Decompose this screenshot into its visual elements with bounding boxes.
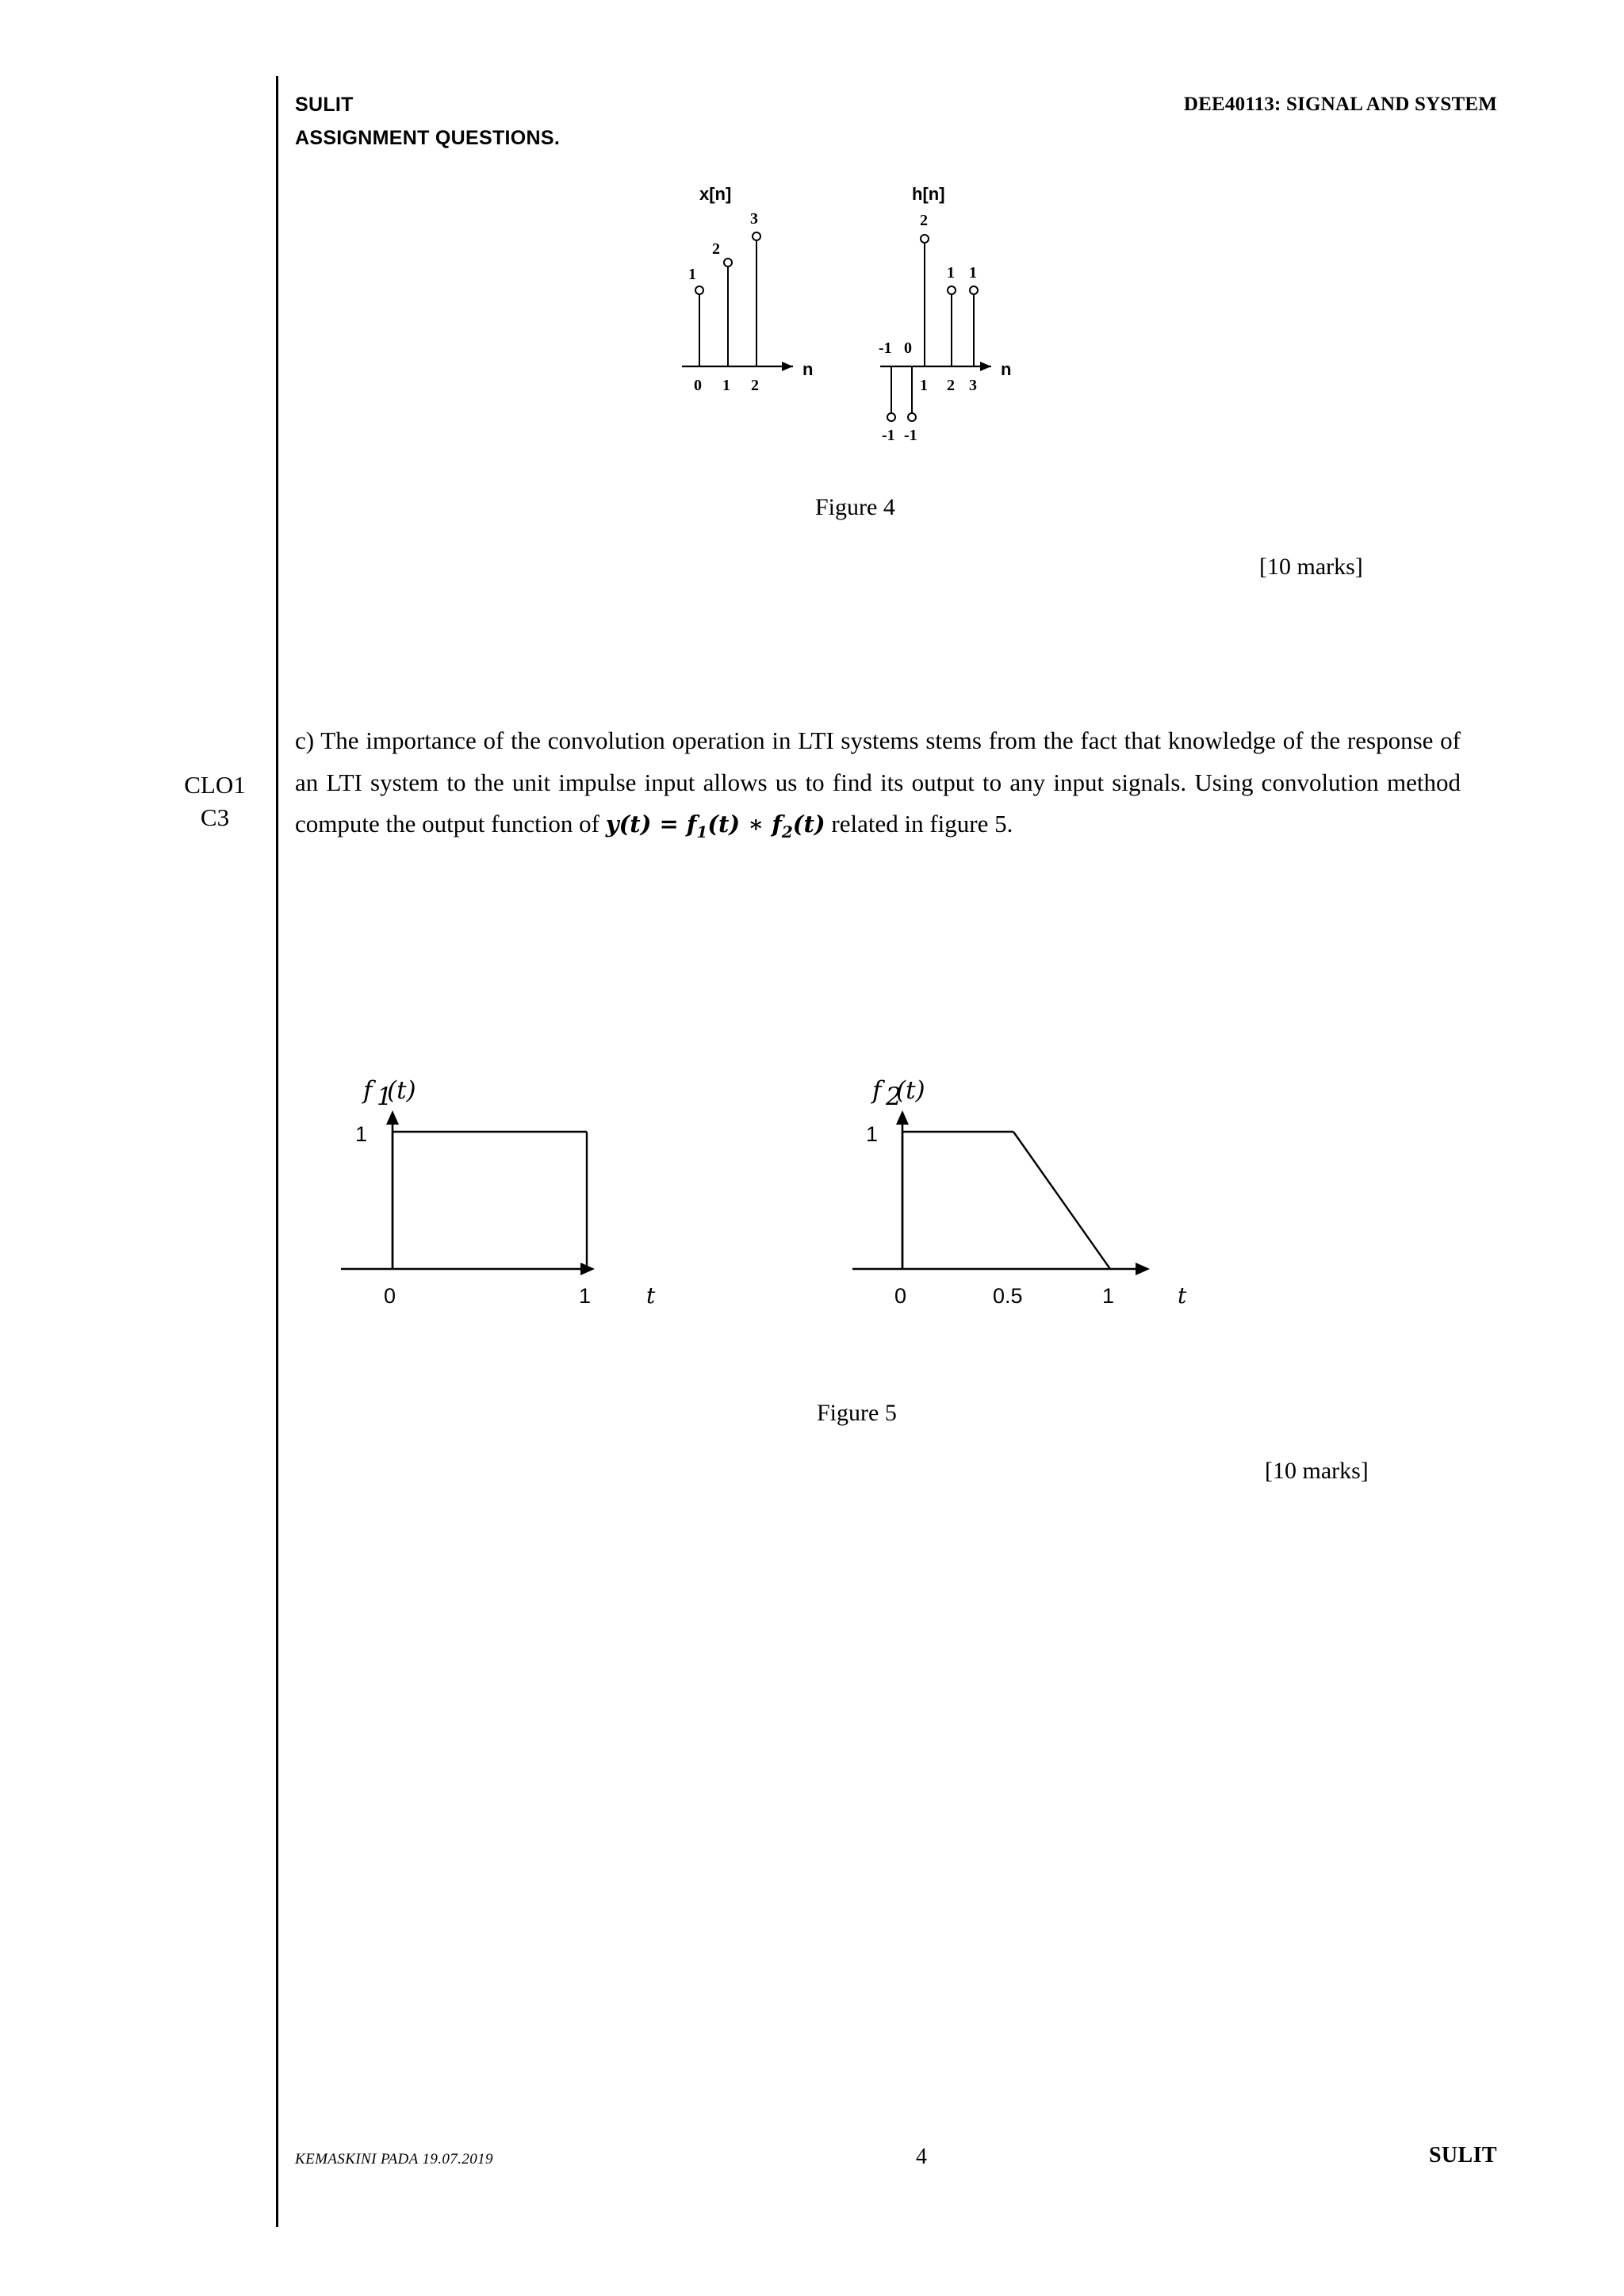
svg-text:n: n [802, 359, 814, 379]
svg-text:1: 1 [688, 266, 696, 283]
svg-text:1: 1 [377, 1083, 393, 1111]
clo-line-1: CLO1 [184, 771, 246, 799]
clo-line-2: C3 [200, 803, 230, 831]
figure-4-caption: Figure 4 [815, 494, 895, 520]
footer-page-number: 4 [916, 2145, 927, 2169]
figure-4-graphic [650, 182, 1126, 468]
question-c-paragraph [295, 720, 1461, 845]
svg-text:1: 1 [1102, 1284, 1115, 1308]
svg-text:1: 1 [920, 377, 928, 394]
svg-text:2: 2 [920, 212, 928, 229]
svg-text:f: f [872, 1076, 882, 1105]
svg-text:-1: -1 [879, 339, 892, 357]
svg-text:3: 3 [969, 377, 977, 394]
svg-text:-1: -1 [904, 427, 917, 444]
svg-text:0: 0 [384, 1284, 396, 1308]
svg-text:t: t [1178, 1282, 1187, 1309]
svg-text:-1: -1 [882, 427, 895, 444]
svg-text:2: 2 [712, 240, 720, 258]
svg-text:1: 1 [969, 264, 977, 282]
header-assignment-label: ASSIGNMENT QUESTIONS. [295, 127, 561, 149]
svg-text:1: 1 [722, 377, 730, 394]
svg-text:1: 1 [355, 1122, 368, 1146]
svg-text:1: 1 [947, 264, 955, 282]
svg-text:(t): (t) [896, 1076, 925, 1105]
svg-text:2: 2 [947, 377, 955, 394]
question-c-equation: $y(t) = f_1(t)$ ∗ $f_2(t)$ [605, 811, 825, 842]
question-c-text-after: related in figure 5. [825, 810, 1013, 838]
figure-4-marks: [10 marks] [1259, 554, 1363, 580]
svg-text:0.5: 0.5 [993, 1284, 1023, 1308]
svg-text:f: f [363, 1076, 373, 1105]
svg-text:t: t [646, 1282, 656, 1309]
header-sulit-label: SULIT [295, 94, 354, 116]
svg-text:2: 2 [751, 377, 759, 394]
svg-text:2: 2 [886, 1083, 902, 1111]
svg-text:0: 0 [894, 1284, 907, 1308]
svg-text:x[n]: x[n] [699, 184, 732, 204]
svg-text:3: 3 [750, 210, 758, 228]
svg-text:0: 0 [904, 339, 912, 357]
figure-5-caption: Figure 5 [817, 1400, 897, 1426]
header-course-title: DEE40113: SIGNAL AND SYSTEM [1183, 94, 1497, 115]
svg-text:1: 1 [579, 1284, 592, 1308]
svg-text:0: 0 [694, 377, 702, 394]
question-c-text: c) The importance of the convolution operation in LTI systems stems from the fact that knowledge of the response of an LTI system to the unit impulse input allows us to find its output to any input signals. Using convolution method compute the output function of [295, 726, 1461, 838]
svg-text:n: n [1001, 359, 1012, 379]
figure-5-graphic [333, 1075, 1308, 1392]
svg-text:h[n]: h[n] [912, 184, 945, 204]
left-vertical-rule [276, 76, 278, 2227]
svg-text:1: 1 [866, 1122, 879, 1146]
footer-sulit-label: SULIT [1428, 2143, 1497, 2168]
clo-label [163, 769, 266, 834]
svg-text:(t): (t) [387, 1076, 416, 1105]
footer-revision-note: KEMASKINI PADA 19.07.2019 [295, 2151, 493, 2168]
figure-5-marks: [10 marks] [1265, 1458, 1369, 1484]
